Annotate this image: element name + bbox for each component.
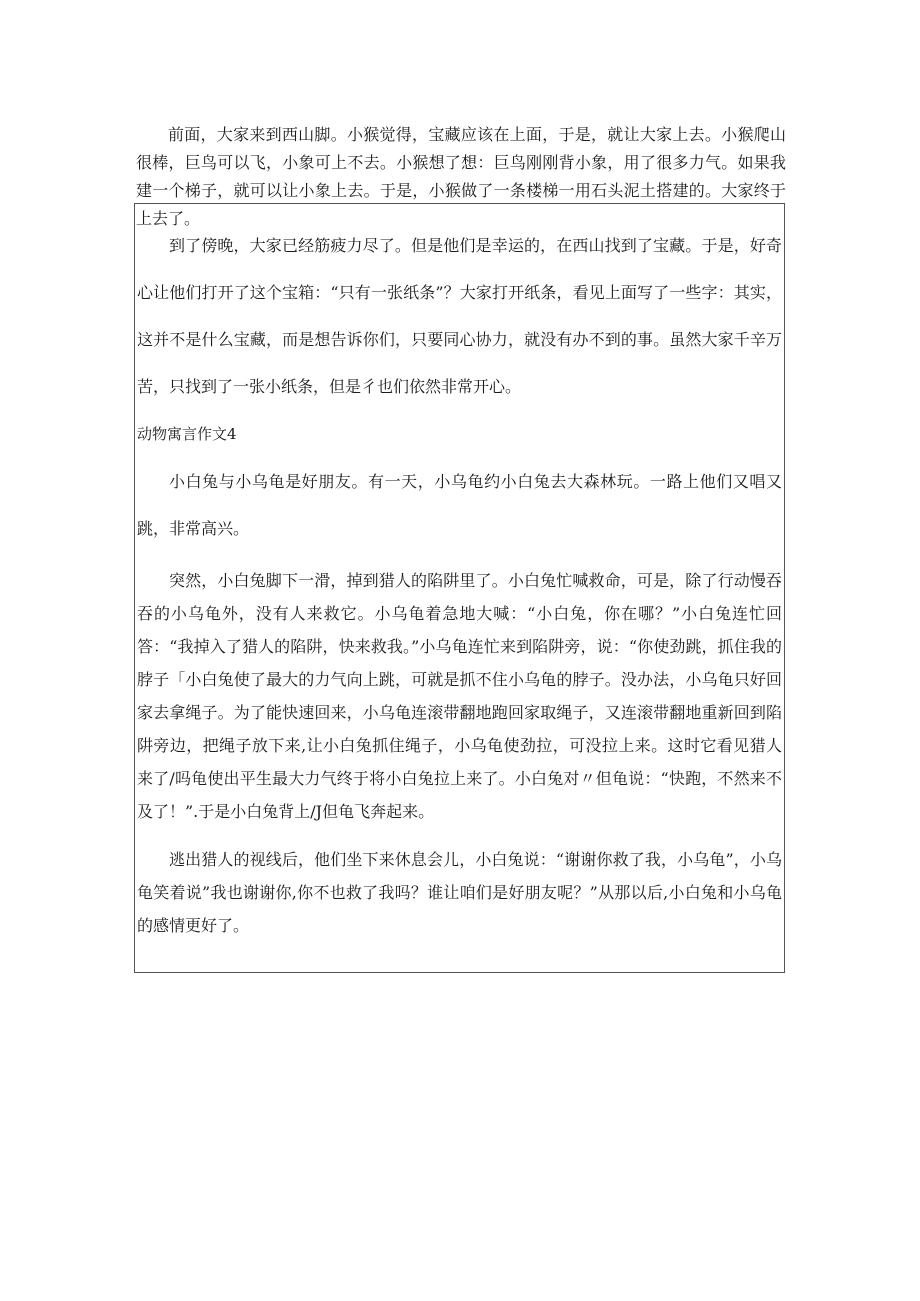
paragraph-rabbit-turtle-friends: 小白兔与小乌龟是好朋友。有一天，小乌龟约小白兔去大森林玩。一路上他们又唱又跳，非常高兴。 bbox=[137, 472, 782, 538]
paragraph-rabbit-trap: 突然，小白兔脚下一滑，掉到猎人的陷阱里了。小白兔忙喊救命，可是，除了行动慢吞吞的小乌龟外，没有人来救它。小乌龟着急地大喊：“小白兔，你在哪？”小白兔连忙回答：“我掉入了猎人的陷阱，快来救我。”小乌龟连忙来到陷阱旁，说：“你使劲跳，抓住我的脖子「小白兔使了最大的力气向上跳，可就是抓不住小乌龟的脖子。没办法，小乌龟只好回家去拿绳子。为了能快速回来，小乌龟连滚带翻地跑回家取绳子，又连滚带翻地重新回到陷阱旁边，把绳子放下来,让小白兔抓住绳子，小乌龟使劲拉，可没拉上来。这时它看见猎人来了/吗龟使出平生最大力气终于将小白兔拉上来了。小白兔对〃但龟说：“快跑，不然来不及了！”.于是小白兔背上/J但龟飞奔起来。 bbox=[137, 571, 782, 821]
paragraph-ending: 逃出猎人的视线后，他们坐下来休息会儿，小白兔说：“谢谢你救了我，小乌龟”，小乌龟笑着说”我也谢谢你,你不也救了我吗？谁让咱们是好朋友呢？”从那以后,小白兔和小乌龟的感情更好了。 bbox=[137, 850, 782, 935]
intro-paragraph: 前面，大家来到西山脚。小猴觉得，宝藏应该在上面，于是，就让大家上去。小猴爬山很棒，巨鸟可以飞，小象可上不去。小猴想了想：巨鸟刚刚背小象，用了很多力气。如果我建一个梯子，就可以让小象上去。于是，小猴做了一条楼梯一用石头泥土搭建的。大家终于上去了。 bbox=[136, 125, 786, 228]
bordered-text-box bbox=[134, 203, 785, 973]
section-heading: 动物寓言作文4 bbox=[137, 425, 237, 443]
paragraph-treasure-ending: 到了傍晚，大家已经筋疲力尽了。但是他们是幸运的，在西山找到了宝藏。于是，好奇心让他们打开了这个宝箱：“只有一张纸条”？大家打开纸条，看见上面写了一些字：其实，这并不是什么宝藏，而是想告诉你们，只要同心协力，就没有办不到的事。虽然大家千辛万苦，只找到了一张小纸条，但是彳也们依然非常开心。 bbox=[137, 236, 782, 396]
box-content bbox=[137, 222, 782, 942]
